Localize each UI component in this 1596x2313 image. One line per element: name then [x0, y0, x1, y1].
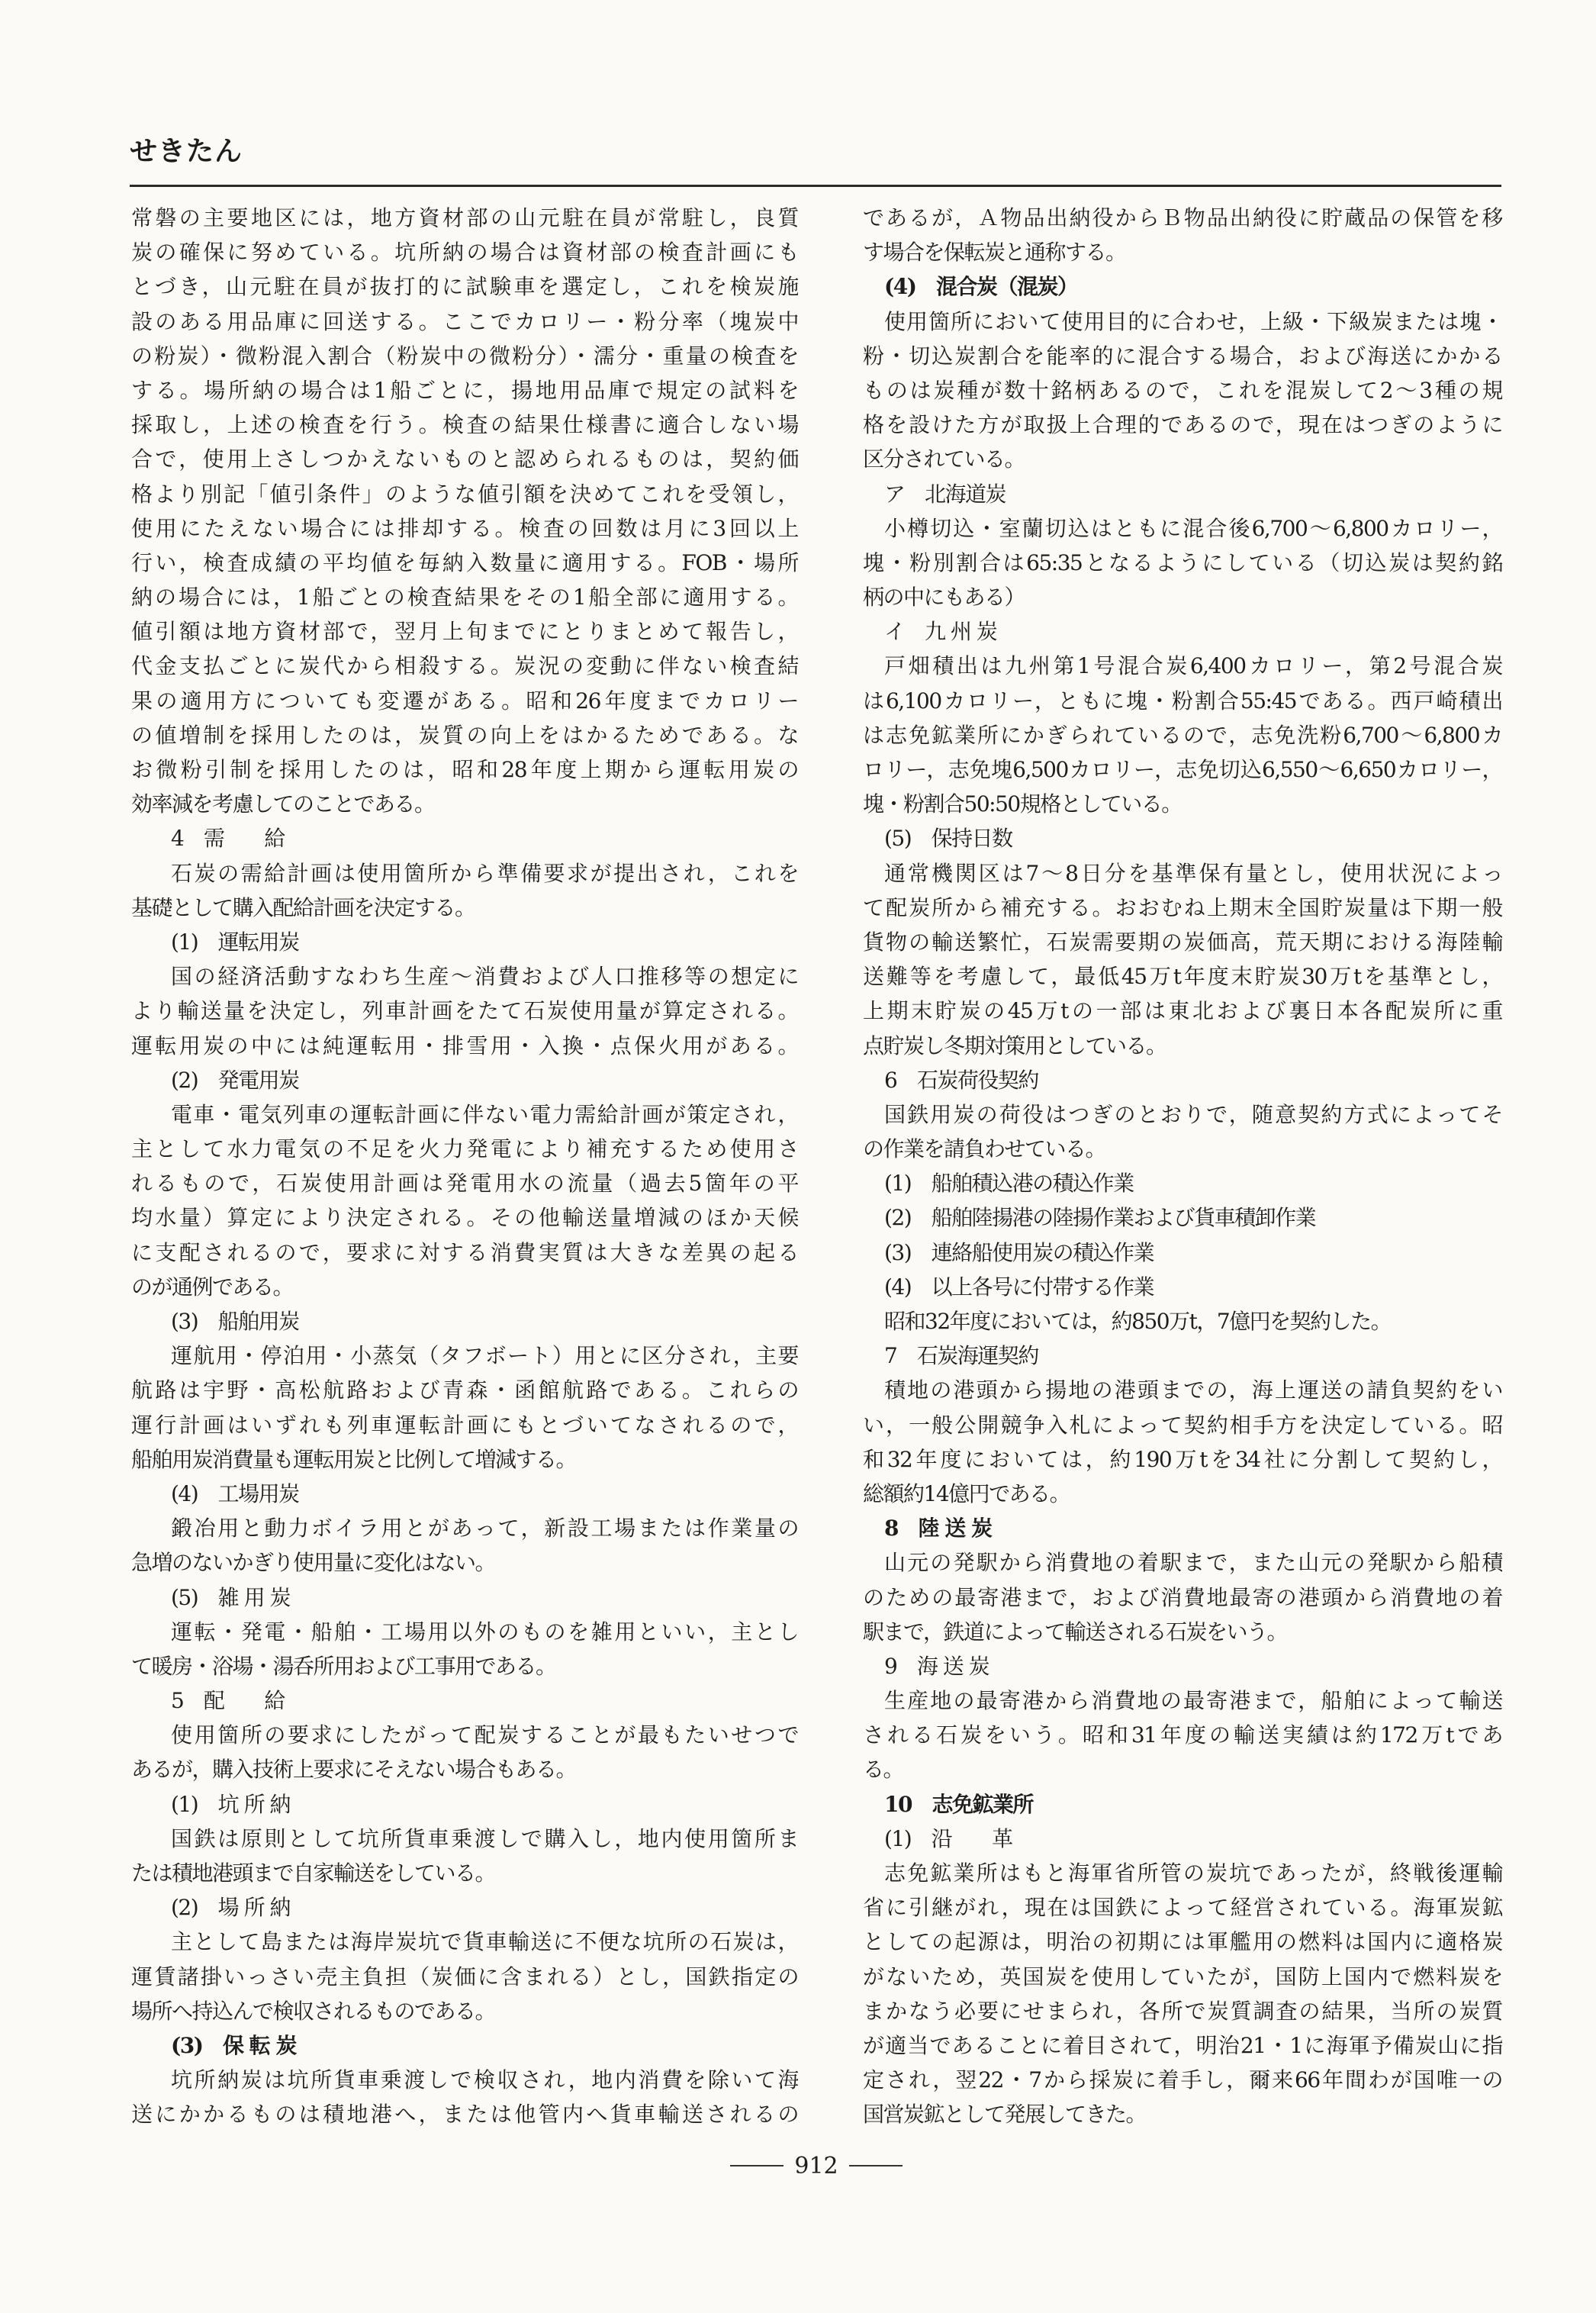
text-line: 果の適用方についても変遷がある。昭和26年度までカロリー — [131, 688, 798, 714]
text-line: する。場所納の場合は1船ごとに，揚地用品庫で規定の試料を — [131, 377, 798, 403]
text-line: て暖房・浴場・湯呑所用および工事用である。 — [131, 1653, 556, 1679]
page-footer — [725, 2147, 908, 2184]
text-line: 送にかかるものは積地港へ，または他管内へ貨車輸送されるの — [131, 2102, 798, 2128]
subsection-heading: (1) 沿 革 — [884, 1825, 1012, 1851]
text-line: 塊・粉割合50:50規格としている。 — [863, 791, 1182, 817]
section-heading: 4 需 給 — [171, 826, 285, 852]
text-line: 効率減を考慮してのことである。 — [131, 791, 435, 817]
text-line: 主として水力電気の不足を火力発電により補充するため使用さ — [131, 1136, 798, 1162]
subsection-heading: イ 九 州 炭 — [884, 619, 997, 645]
footer-rule-right — [849, 2165, 903, 2166]
text-line: は志免鉱業所にかぎられているので，志免洗粉6,700～6,800カ — [863, 722, 1502, 748]
text-line: 運転・発電・船舶・工場用以外のものを雑用といい，主とし — [171, 1619, 798, 1645]
subsection-heading: (2) 場 所 納 — [171, 1895, 290, 1921]
section-heading: 10 志免鉱業所 — [884, 1791, 1033, 1817]
text-line: 運転用炭の中には純運転用・排雪用・入換・点保火用がある。 — [131, 1032, 798, 1058]
text-line: が適当であることに着目されて，明治21・1に海軍予備炭山に指 — [863, 2032, 1502, 2058]
text-line: 柄の中にもある） — [863, 585, 1025, 610]
text-line: がないため，英国炭を使用していたが，国防上国内で燃料炭を — [863, 1963, 1502, 1989]
text-line: る。 — [863, 1757, 904, 1783]
text-line: としての起源は，明治の初期には軍艦用の燃料は国内に適格炭 — [863, 1929, 1502, 1955]
text-line: の値増制を採用したのは，炭質の向上をはかるためである。な — [131, 722, 798, 748]
text-line: 送難等を考慮して，最低45万t年度末貯炭30万tを基準とし， — [863, 964, 1502, 990]
text-line: 貨物の輸送繁忙，石炭需要期の炭価高，荒天期における海陸輸 — [863, 929, 1502, 955]
text-line: ものは炭種が数十銘柄あるので，これを混炭して2～3種の規 — [863, 377, 1502, 403]
text-line: 運航用・停泊用・小蒸気（タフボート）用とに区分され，主要 — [171, 1343, 798, 1369]
text-line: 山元の発駅から消費地の着駅まで，また山元の発駅から船積 — [884, 1550, 1502, 1576]
text-line: であるが，Ａ物品出納役からＢ物品出納役に貯蔵品の保管を移 — [863, 205, 1502, 230]
text-line: 塊・粉別割合は65:35となるようにしている（切込炭は契約銘 — [863, 549, 1502, 575]
footer-rule-left — [730, 2165, 784, 2166]
text-line: 船舶用炭消費量も運転用炭と比例して増減する。 — [131, 1446, 577, 1472]
text-line: 積地の港頭から揚地の港頭までの，海上運送の請負契約をい — [884, 1377, 1502, 1403]
text-line: 格より別記「値引条件」のような値引額を決めてこれを受領し， — [131, 481, 798, 507]
text-line: は6,100カロリー，ともに塊・粉割合55:45である。西戸崎積出 — [863, 688, 1502, 714]
subsection-heading: (1) 運転用炭 — [171, 929, 299, 955]
text-line: 区分されている。 — [863, 446, 1025, 472]
text-line: たは積地港頭まで自家輸送をしている。 — [131, 1860, 496, 1886]
section-heading: 5 配 給 — [171, 1688, 285, 1714]
text-line: れるもので，石炭使用計画は発電用水の流量（過去5箇年の平 — [131, 1171, 798, 1197]
section-heading: 9 海 送 炭 — [884, 1653, 989, 1679]
text-line: 運行計画はいずれも列車運転計画にもとづいてなされるので， — [131, 1412, 798, 1438]
text-line: 使用箇所の要求にしたがって配炭することが最もたいせつで — [171, 1722, 798, 1748]
text-line: 点貯炭し冬期対策用としている。 — [863, 1032, 1166, 1058]
text-line: 主として島または海岸炭坑で貨車輸送に不便な坑所の石炭は， — [171, 1929, 798, 1955]
running-head: せきたん — [130, 136, 243, 167]
text-line: 国鉄は原則として坑所貨車乗渡しで購入し，地内使用箇所ま — [171, 1825, 798, 1851]
text-line: 場所へ持込んで検収されるものである。 — [131, 1998, 496, 2024]
text-line: 格を設けた方が取扱上合理的であるので，現在はつぎのように — [863, 412, 1502, 438]
subsection-heading: (5) 雑 用 炭 — [171, 1584, 290, 1610]
list-item: (3) 連絡船使用炭の積込作業 — [884, 1239, 1154, 1265]
section-heading: 7 石炭海運契約 — [884, 1343, 1038, 1369]
text-line: まかなう必要にせまられ，各所で炭質調査の結果，当所の炭質 — [863, 1998, 1502, 2024]
text-line: 坑所納炭は坑所貨車乗渡しで検収され，地内消費を除いて海 — [171, 2067, 798, 2093]
subsection-heading: (2) 発電用炭 — [171, 1067, 299, 1093]
text-line: のが通例である。 — [131, 1274, 294, 1300]
text-line: 納の場合には，1船ごとの検査結果をその1船全部に適用する。 — [131, 585, 798, 610]
text-line: 生産地の最寄港から消費地の最寄港まで，船舶によって輸送 — [884, 1688, 1502, 1714]
text-line: ロリー，志免塊6,500カロリー，志免切込6,550～6,650カロリー， — [863, 757, 1502, 782]
text-line: される石炭をいう。昭和31年度の輸送実績は約172万tであ — [863, 1722, 1502, 1748]
left-column — [131, 201, 798, 2133]
subsection-heading: (3) 船舶用炭 — [171, 1309, 299, 1334]
text-line: す場合を保転炭と通称する。 — [863, 240, 1126, 266]
text-line: 国鉄用炭の荷役はつぎのとおりで，随意契約方式によってそ — [884, 1101, 1502, 1127]
subsection-heading: (1) 坑 所 納 — [171, 1791, 290, 1817]
text-line: 電車・電気列車の運転計画に伴ない電力需給計画が策定され， — [171, 1101, 798, 1127]
text-line: より輸送量を決定し，列車計画をたて石炭使用量が算定される。 — [131, 998, 798, 1024]
text-line: 国営炭鉱として発展してきた。 — [863, 2102, 1147, 2128]
text-line: 省に引継がれ，現在は国鉄によって経営されている。海軍炭鉱 — [863, 1895, 1502, 1921]
subsection-heading: (4) 工場用炭 — [171, 1480, 299, 1506]
text-line: 設のある用品庫に回送する。ここでカロリー・粉分率（塊炭中 — [131, 308, 798, 334]
text-line: 航路は宇野・高松航路および青森・函館航路である。これらの — [131, 1377, 798, 1403]
text-line: 戸畑積出は九州第1号混合炭6,400カロリー，第2号混合炭 — [884, 653, 1502, 679]
text-line: 均水量）算定により決定される。その他輸送量増減のほか天候 — [131, 1205, 798, 1231]
text-line: 鍛冶用と動力ボイラ用とがあって，新設工場または作業量の — [171, 1516, 798, 1541]
text-line: 運賃諸掛いっさい売主負担（炭価に含まれる）とし，国鉄指定の — [131, 1963, 798, 1989]
text-line: 石炭の需給計画は使用箇所から準備要求が提出され，これを — [171, 860, 798, 886]
text-line: お微粉引制を採用したのは，昭和28年度上期から運転用炭の — [131, 757, 798, 782]
text-line: て配炭所から補充する。おおむね上期末全国貯炭量は下期一般 — [863, 894, 1502, 920]
text-line: 志免鉱業所はもと海軍省所管の炭坑であったが，終戦後運輸 — [884, 1860, 1502, 1886]
text-line: 通常機関区は7～8日分を基準保有量とし，使用状況によっ — [884, 860, 1502, 886]
subsection-heading: (4) 混合炭（混炭） — [884, 274, 1078, 300]
text-line: 総額約14億円である。 — [863, 1480, 1070, 1506]
list-item: (4) 以上各号に付帯する作業 — [884, 1274, 1154, 1300]
text-line: 使用にたえない場合には排却する。検査の回数は月に3回以上 — [131, 515, 798, 541]
text-line: の作業を請負わせている。 — [863, 1136, 1106, 1162]
right-column — [863, 201, 1502, 2133]
text-line: 定され，翌22・7から採炭に着手し，爾来66年間わが国唯一の — [863, 2067, 1502, 2093]
text-line: に支配されるので，要求に対する消費実質は大きな差異の起る — [131, 1239, 798, 1265]
text-line: 急増のないかぎり使用量に変化はない。 — [131, 1550, 496, 1576]
text-line: 常磐の主要地区には，地方資材部の山元駐在員が常駐し，良質 — [131, 205, 798, 230]
text-line: 使用箇所において使用目的に合わせ，上級・下級炭または塊・ — [884, 308, 1502, 334]
text-line: とづき，山元駐在員が抜打的に試験車を選定し，これを検炭施 — [131, 274, 798, 300]
list-item: (2) 船舶陸揚港の陸揚作業および貨車積卸作業 — [884, 1205, 1316, 1231]
text-line: 炭の確保に努めている。坑所納の場合は資材部の検査計画にも — [131, 240, 798, 266]
text-line: 値引額は地方資材部で，翌月上旬までにとりまとめて報告し， — [131, 619, 798, 645]
text-line: 採取し，上述の検査を行う。検査の結果仕様書に適合しない場 — [131, 412, 798, 438]
text-line: い，一般公開競争入札によって契約相手方を決定している。昭 — [863, 1412, 1502, 1438]
text-line: 駅まで，鉄道によって輸送される石炭をいう。 — [863, 1619, 1287, 1645]
subsection-heading: (5) 保持日数 — [884, 826, 1012, 852]
text-line: の粉炭）・微粉混入割合（粉炭中の微粉分）・濡分・重量の検査を — [131, 343, 798, 369]
text-line: 国の経済活動すなわち生産～消費および人口推移等の想定に — [171, 964, 798, 990]
text-line: 基礎として購入配給計画を決定する。 — [131, 894, 475, 920]
section-heading: 6 石炭荷役契約 — [884, 1067, 1038, 1093]
subsection-heading: ア 北海道炭 — [884, 481, 1006, 507]
text-line: のための最寄港まで，および消費地最寄の港頭から消費地の着 — [863, 1584, 1502, 1610]
text-line: 粉・切込炭割合を能率的に混合する場合，および海送にかかる — [863, 343, 1502, 369]
text-line: 昭和32年度においては，約850万t，7億円を契約した。 — [884, 1309, 1392, 1334]
text-line: あるが，購入技術上要求にそえない場合もある。 — [131, 1757, 577, 1783]
page-number: 912 — [794, 2152, 838, 2179]
subsection-heading: (3) 保 転 炭 — [171, 2032, 296, 2058]
list-item: (1) 船舶積込港の積込作業 — [884, 1171, 1134, 1197]
text-line: 合で，使用上さしつかえないものと認められるものは，契約価 — [131, 446, 798, 472]
text-line: 和32年度においては，約190万tを34社に分割して契約し， — [863, 1446, 1502, 1472]
section-heading: 8 陸 送 炭 — [884, 1516, 992, 1541]
header-rule — [130, 185, 1501, 187]
text-line: 小樽切込・室蘭切込はともに混合後6,700～6,800カロリー， — [884, 515, 1502, 541]
text-line: 代金支払ごとに炭代から相殺する。炭況の変動に伴ない検査結 — [131, 653, 798, 679]
text-line: 上期末貯炭の45万tの一部は東北および裏日本各配炭所に重 — [863, 998, 1502, 1024]
text-line: 行い，検査成績の平均値を毎納入数量に適用する。FOB・場所 — [131, 549, 798, 575]
